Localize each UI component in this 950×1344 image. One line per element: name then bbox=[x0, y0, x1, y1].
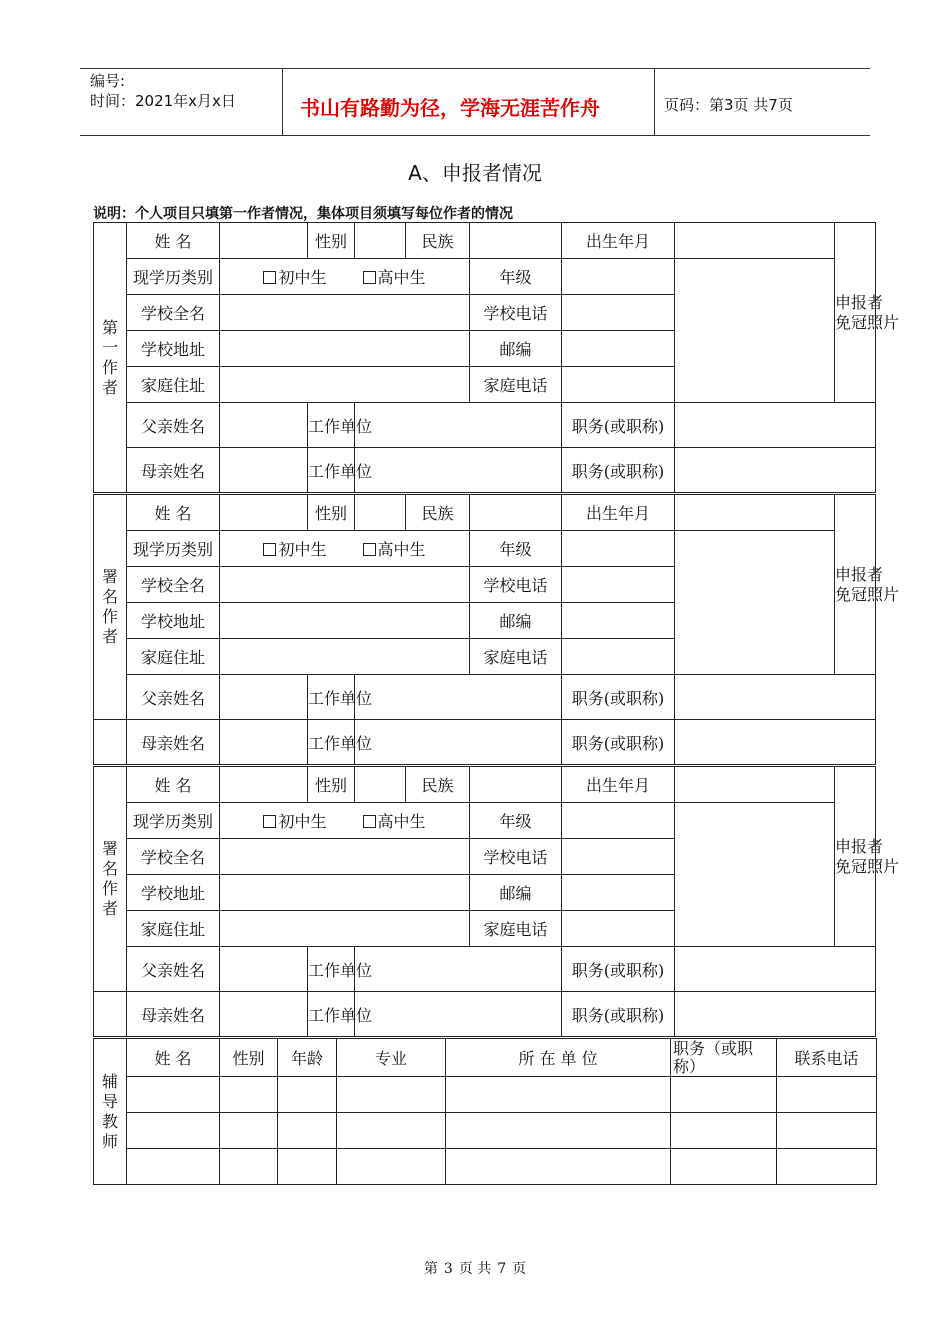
mother-name-field[interactable] bbox=[220, 448, 308, 493]
mother-position-field[interactable] bbox=[675, 992, 876, 1037]
mother-employer-field[interactable] bbox=[355, 992, 562, 1037]
mother-employer-field[interactable] bbox=[355, 720, 562, 765]
instruction-note: 说明：个人项目只填第一作者情况，集体项目须填写每位作者的情况 bbox=[93, 206, 513, 222]
mother-employer-label: 工作单位 bbox=[308, 992, 355, 1037]
advisor-age-cell[interactable] bbox=[278, 1149, 337, 1185]
grade-label: 年级 bbox=[470, 803, 562, 839]
senior-checkbox[interactable] bbox=[363, 271, 376, 284]
birth-label: 出生年月 bbox=[562, 223, 675, 259]
school-phone-label: 学校电话 bbox=[470, 567, 562, 603]
advisor-name-cell[interactable] bbox=[127, 1077, 220, 1113]
mother-name-label: 母亲姓名 bbox=[127, 992, 220, 1037]
school-address-label: 学校地址 bbox=[127, 331, 220, 367]
signed-author-table-1 bbox=[93, 494, 900, 765]
grade-field[interactable] bbox=[562, 259, 675, 295]
school-name-label: 学校全名 bbox=[127, 839, 220, 875]
home-phone-field[interactable] bbox=[562, 639, 675, 675]
advisor-major-header: 专业 bbox=[337, 1039, 446, 1077]
ethnicity-label: 民族 bbox=[406, 767, 470, 803]
mother-position-field[interactable] bbox=[675, 448, 876, 493]
postcode-label: 邮编 bbox=[470, 875, 562, 911]
junior-label: 初中生 bbox=[278, 812, 327, 831]
edu-type-label: 现学历类别 bbox=[127, 803, 220, 839]
advisor-gender-cell[interactable] bbox=[220, 1113, 278, 1149]
footer-page-total: 7 bbox=[497, 1261, 507, 1277]
mother-employer-label: 工作单位 bbox=[308, 448, 355, 493]
junior-checkbox[interactable] bbox=[263, 271, 276, 284]
school-name-label: 学校全名 bbox=[127, 567, 220, 603]
mother-row-spacer bbox=[94, 720, 127, 765]
footer-prefix: 第 bbox=[423, 1261, 438, 1277]
gender-label: 性别 bbox=[308, 495, 355, 531]
name-field[interactable] bbox=[220, 223, 308, 259]
home-address-field[interactable] bbox=[220, 911, 470, 947]
mother-position-label: 职务(或职称) bbox=[562, 720, 675, 765]
advisor-unit-cell[interactable] bbox=[446, 1113, 671, 1149]
school-address-field[interactable] bbox=[220, 603, 470, 639]
home-phone-label: 家庭电话 bbox=[470, 367, 562, 403]
advisor-unit-cell[interactable] bbox=[446, 1149, 671, 1185]
father-name-label: 父亲姓名 bbox=[127, 947, 220, 992]
father-employer-label: 工作单位 bbox=[308, 403, 355, 448]
advisor-major-cell[interactable] bbox=[337, 1077, 446, 1113]
advisor-position-header: 职务（或职称） bbox=[671, 1039, 777, 1077]
document-date-label: 时间：2021年x月x日 bbox=[90, 92, 236, 110]
father-position-field[interactable] bbox=[675, 947, 876, 992]
father-name-field[interactable] bbox=[220, 403, 308, 448]
advisor-age-cell[interactable] bbox=[278, 1113, 337, 1149]
father-name-field[interactable] bbox=[220, 675, 308, 720]
senior-option[interactable] bbox=[363, 540, 426, 559]
advisor-phone-cell[interactable] bbox=[777, 1113, 877, 1149]
father-position-label: 职务(或职称) bbox=[562, 403, 675, 448]
birth-field[interactable] bbox=[675, 495, 835, 531]
signed-author-table-2 bbox=[93, 766, 900, 1037]
grade-label: 年级 bbox=[470, 259, 562, 295]
advisor-gender-cell[interactable] bbox=[220, 1149, 278, 1185]
father-employer-label: 工作单位 bbox=[308, 675, 355, 720]
ethnicity-field[interactable] bbox=[470, 495, 562, 531]
edu-type-label: 现学历类别 bbox=[127, 259, 220, 295]
postcode-label: 邮编 bbox=[470, 603, 562, 639]
footer-suffix: 页 bbox=[512, 1261, 527, 1277]
junior-label: 初中生 bbox=[278, 540, 327, 559]
school-name-field[interactable] bbox=[220, 295, 470, 331]
gender-field[interactable] bbox=[355, 223, 406, 259]
signed-author-label: 署名作者 bbox=[94, 495, 127, 720]
advisor-major-cell[interactable] bbox=[337, 1113, 446, 1149]
ethnicity-label: 民族 bbox=[406, 495, 470, 531]
photo-area[interactable] bbox=[835, 223, 900, 403]
mother-name-field[interactable] bbox=[220, 720, 308, 765]
advisor-gender-cell[interactable] bbox=[220, 1077, 278, 1113]
advisor-phone-cell[interactable] bbox=[777, 1149, 877, 1185]
father-employer-field[interactable] bbox=[355, 675, 562, 720]
school-phone-field[interactable] bbox=[562, 295, 675, 331]
name-label: 姓 名 bbox=[127, 767, 220, 803]
advisor-unit-header: 所 在 单 位 bbox=[446, 1039, 671, 1077]
mother-name-field[interactable] bbox=[220, 992, 308, 1037]
advisor-position-cell[interactable] bbox=[671, 1113, 777, 1149]
ethnicity-field[interactable] bbox=[470, 767, 562, 803]
school-phone-field[interactable] bbox=[562, 839, 675, 875]
school-address-field[interactable] bbox=[220, 331, 470, 367]
school-phone-label: 学校电话 bbox=[470, 839, 562, 875]
home-phone-field[interactable] bbox=[562, 367, 675, 403]
name-label: 姓 名 bbox=[127, 495, 220, 531]
ethnicity-field[interactable] bbox=[470, 223, 562, 259]
school-name-field[interactable] bbox=[220, 567, 470, 603]
senior-checkbox[interactable] bbox=[363, 815, 376, 828]
mother-employer-field[interactable] bbox=[355, 448, 562, 493]
mother-position-field[interactable] bbox=[675, 720, 876, 765]
senior-label: 高中生 bbox=[377, 540, 426, 559]
senior-checkbox[interactable] bbox=[363, 543, 376, 556]
home-address-label: 家庭住址 bbox=[127, 911, 220, 947]
advisor-section-label: 辅导教师 bbox=[94, 1039, 127, 1185]
first-author-label: 第一作者 bbox=[94, 223, 127, 493]
mother-row-spacer bbox=[94, 992, 127, 1037]
father-position-label: 职务(或职称) bbox=[562, 947, 675, 992]
footer-page-number: 3 bbox=[443, 1261, 453, 1277]
advisor-position-cell[interactable] bbox=[671, 1149, 777, 1185]
mother-position-label: 职务(或职称) bbox=[562, 992, 675, 1037]
advisor-table bbox=[93, 1038, 877, 1185]
photo-label-line1: 申报者 bbox=[835, 836, 884, 856]
advisor-name-header: 姓 名 bbox=[127, 1039, 220, 1077]
edu-type-options bbox=[220, 531, 470, 567]
photo-label-line2: 免冠照片 bbox=[835, 584, 900, 604]
home-phone-label: 家庭电话 bbox=[470, 911, 562, 947]
senior-option[interactable] bbox=[363, 812, 426, 831]
home-address-label: 家庭住址 bbox=[127, 367, 220, 403]
advisor-position-cell[interactable] bbox=[671, 1077, 777, 1113]
edu-type-options bbox=[220, 803, 470, 839]
advisor-name-cell[interactable] bbox=[127, 1149, 220, 1185]
postcode-field[interactable] bbox=[562, 875, 675, 911]
school-address-label: 学校地址 bbox=[127, 603, 220, 639]
father-name-label: 父亲姓名 bbox=[127, 403, 220, 448]
junior-checkbox[interactable] bbox=[263, 815, 276, 828]
header-bottom-rule bbox=[80, 135, 870, 136]
father-position-label: 职务(或职称) bbox=[562, 675, 675, 720]
home-phone-field[interactable] bbox=[562, 911, 675, 947]
home-phone-label: 家庭电话 bbox=[470, 639, 562, 675]
postcode-field[interactable] bbox=[562, 331, 675, 367]
gender-field[interactable] bbox=[355, 495, 406, 531]
header-divider-left bbox=[282, 68, 283, 135]
school-address-field[interactable] bbox=[220, 875, 470, 911]
school-name-label: 学校全名 bbox=[127, 295, 220, 331]
advisor-gender-header: 性别 bbox=[220, 1039, 278, 1077]
advisor-name-cell[interactable] bbox=[127, 1113, 220, 1149]
mother-position-label: 职务(或职称) bbox=[562, 448, 675, 493]
advisor-major-cell[interactable] bbox=[337, 1149, 446, 1185]
header-divider-right bbox=[654, 68, 655, 135]
photo-label-line1: 申报者 bbox=[835, 564, 884, 584]
senior-label: 高中生 bbox=[377, 268, 426, 287]
grade-field[interactable] bbox=[562, 531, 675, 567]
advisor-phone-cell[interactable] bbox=[777, 1077, 877, 1113]
senior-option[interactable] bbox=[363, 268, 426, 287]
photo-label-line1: 申报者 bbox=[835, 292, 884, 312]
section-title: A、申报者情况 bbox=[408, 161, 542, 185]
home-address-field[interactable] bbox=[220, 367, 470, 403]
father-employer-field[interactable] bbox=[355, 403, 562, 448]
photo-area[interactable] bbox=[835, 767, 900, 947]
father-employer-field[interactable] bbox=[355, 947, 562, 992]
first-author-table bbox=[93, 222, 900, 493]
father-name-field[interactable] bbox=[220, 947, 308, 992]
postcode-field[interactable] bbox=[562, 603, 675, 639]
school-name-field[interactable] bbox=[220, 839, 470, 875]
school-phone-field[interactable] bbox=[562, 567, 675, 603]
footer-middle: 页 共 bbox=[458, 1261, 492, 1277]
junior-label: 初中生 bbox=[278, 268, 327, 287]
senior-label: 高中生 bbox=[377, 812, 426, 831]
signed-author-label: 署名作者 bbox=[94, 767, 127, 992]
advisor-age-header: 年龄 bbox=[278, 1039, 337, 1077]
birth-field[interactable] bbox=[675, 767, 835, 803]
name-field[interactable] bbox=[220, 767, 308, 803]
birth-field[interactable] bbox=[675, 223, 835, 259]
grade-label: 年级 bbox=[470, 531, 562, 567]
gender-label: 性别 bbox=[308, 223, 355, 259]
father-position-field[interactable] bbox=[675, 675, 876, 720]
page-footer bbox=[0, 1258, 950, 1278]
school-phone-label: 学校电话 bbox=[470, 295, 562, 331]
edu-type-label: 现学历类别 bbox=[127, 531, 220, 567]
advisor-unit-cell[interactable] bbox=[446, 1077, 671, 1113]
junior-option[interactable] bbox=[263, 540, 326, 559]
father-position-field[interactable] bbox=[675, 403, 876, 448]
photo-area[interactable] bbox=[835, 495, 900, 675]
edu-type-options bbox=[220, 259, 470, 295]
father-employer-label: 工作单位 bbox=[308, 947, 355, 992]
mother-employer-label: 工作单位 bbox=[308, 720, 355, 765]
school-address-label: 学校地址 bbox=[127, 875, 220, 911]
junior-option[interactable] bbox=[263, 268, 326, 287]
name-field[interactable] bbox=[220, 495, 308, 531]
home-address-label: 家庭住址 bbox=[127, 639, 220, 675]
mother-name-label: 母亲姓名 bbox=[127, 720, 220, 765]
photo-label-line2: 免冠照片 bbox=[835, 312, 900, 332]
birth-label: 出生年月 bbox=[562, 767, 675, 803]
mother-name-label: 母亲姓名 bbox=[127, 448, 220, 493]
ethnicity-label: 民族 bbox=[406, 223, 470, 259]
grade-field[interactable] bbox=[562, 803, 675, 839]
advisor-age-cell[interactable] bbox=[278, 1077, 337, 1113]
photo-label-line2: 免冠照片 bbox=[835, 856, 900, 876]
document-number-label: 编号: bbox=[90, 72, 126, 90]
gender-label: 性别 bbox=[308, 767, 355, 803]
home-address-field[interactable] bbox=[220, 639, 470, 675]
header-page-indicator: 页码：第3页 共7页 bbox=[664, 96, 793, 114]
advisor-phone-header: 联系电话 bbox=[777, 1039, 877, 1077]
gender-field[interactable] bbox=[355, 767, 406, 803]
birth-label: 出生年月 bbox=[562, 495, 675, 531]
header-motto: 书山有路勤为径，学海无涯苦作舟 bbox=[300, 96, 600, 120]
postcode-label: 邮编 bbox=[470, 331, 562, 367]
father-name-label: 父亲姓名 bbox=[127, 675, 220, 720]
name-label: 姓 名 bbox=[127, 223, 220, 259]
header-top-rule bbox=[80, 68, 870, 69]
junior-checkbox[interactable] bbox=[263, 543, 276, 556]
junior-option[interactable] bbox=[263, 812, 326, 831]
